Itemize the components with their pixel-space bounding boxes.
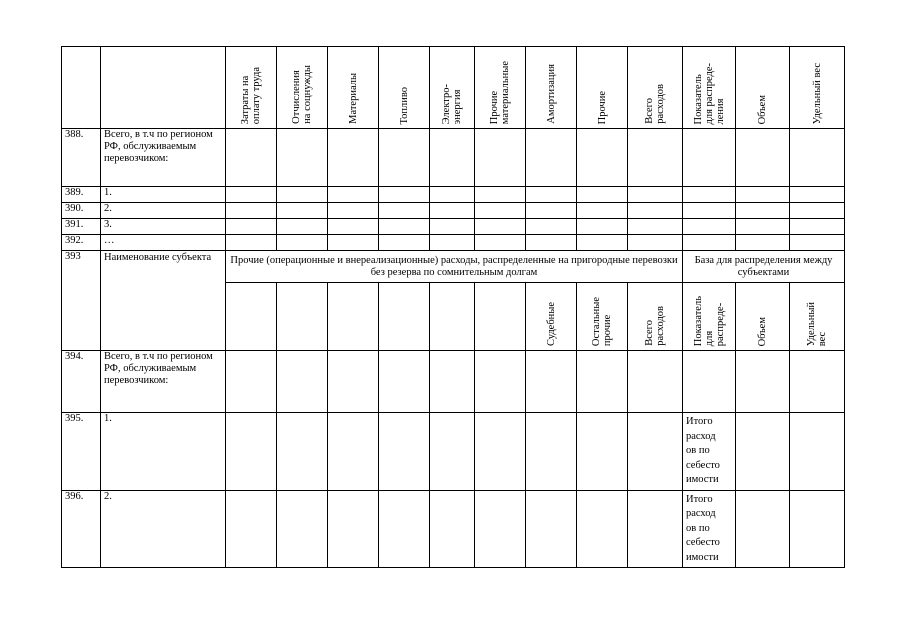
total-cost-note: Итого расход ов по себесто имости	[683, 413, 736, 491]
header-cell: Остальные прочие	[577, 283, 628, 351]
cost-distribution-table	[61, 46, 845, 568]
row-label: Всего, в т.ч по регионом РФ, обслуживаемым перевозчиком:	[101, 351, 226, 413]
total-cost-note: Итого расход ов по себесто имости	[683, 490, 736, 568]
header-row	[62, 47, 845, 129]
header-cell: Отчисления на соцнужды	[277, 47, 328, 129]
header-num-cell	[62, 47, 101, 129]
section2-header-row	[62, 251, 845, 283]
row-label: …	[101, 235, 226, 251]
row-number: 391.	[62, 219, 101, 235]
total-cost-note	[683, 351, 736, 413]
header-cell: Топливо	[379, 47, 430, 129]
header-label-cell	[101, 47, 226, 129]
table-row	[62, 219, 845, 235]
distribution-base-header: База для распределения между субъектами	[683, 251, 845, 283]
header-cell: Удельный вес	[790, 47, 845, 129]
row-number: 396.	[62, 490, 101, 568]
header-cell: Электро- энергия	[430, 47, 475, 129]
table-row	[62, 490, 845, 568]
row-label: 1.	[101, 413, 226, 491]
header-cell: Всего расходов	[628, 283, 683, 351]
header-cell: Затраты на оплату труда	[226, 47, 277, 129]
row-number: 390.	[62, 203, 101, 219]
row-number: 389.	[62, 187, 101, 203]
section2-number: 393	[62, 251, 101, 351]
table-row	[62, 129, 845, 187]
table-row	[62, 235, 845, 251]
row-number: 394.	[62, 351, 101, 413]
row-number: 392.	[62, 235, 101, 251]
row-number: 388.	[62, 129, 101, 187]
row-number: 395.	[62, 413, 101, 491]
header-cell: Всего расходов	[628, 47, 683, 129]
table-row	[62, 351, 845, 413]
row-label: 2.	[101, 490, 226, 568]
table-row	[62, 187, 845, 203]
table-row	[62, 203, 845, 219]
other-expenses-header: Прочие (операционные и внереализационные) расходы, распределенные на пригородные перевозки без резерва по сомнительным долгам	[226, 251, 683, 283]
header-cell: Удельный вес	[790, 283, 845, 351]
header-cell: Показатель для распреде-	[683, 283, 736, 351]
header-cell: Показатель для распреде- ления	[683, 47, 736, 129]
table-row	[62, 413, 845, 491]
header-cell: Объем	[736, 283, 790, 351]
header-cell: Объем	[736, 47, 790, 129]
row-label: Всего, в т.ч по регионом РФ, обслуживаемым перевозчиком:	[101, 129, 226, 187]
header-cell: Судебные	[526, 283, 577, 351]
header-cell: Амортизация	[526, 47, 577, 129]
header-cell: Материалы	[328, 47, 379, 129]
header-cell: Прочие материальные	[475, 47, 526, 129]
header-cell: Прочие	[577, 47, 628, 129]
row-label: 3.	[101, 219, 226, 235]
row-label: 1.	[101, 187, 226, 203]
subject-name-header: Наименование субъекта	[101, 251, 226, 351]
row-label: 2.	[101, 203, 226, 219]
